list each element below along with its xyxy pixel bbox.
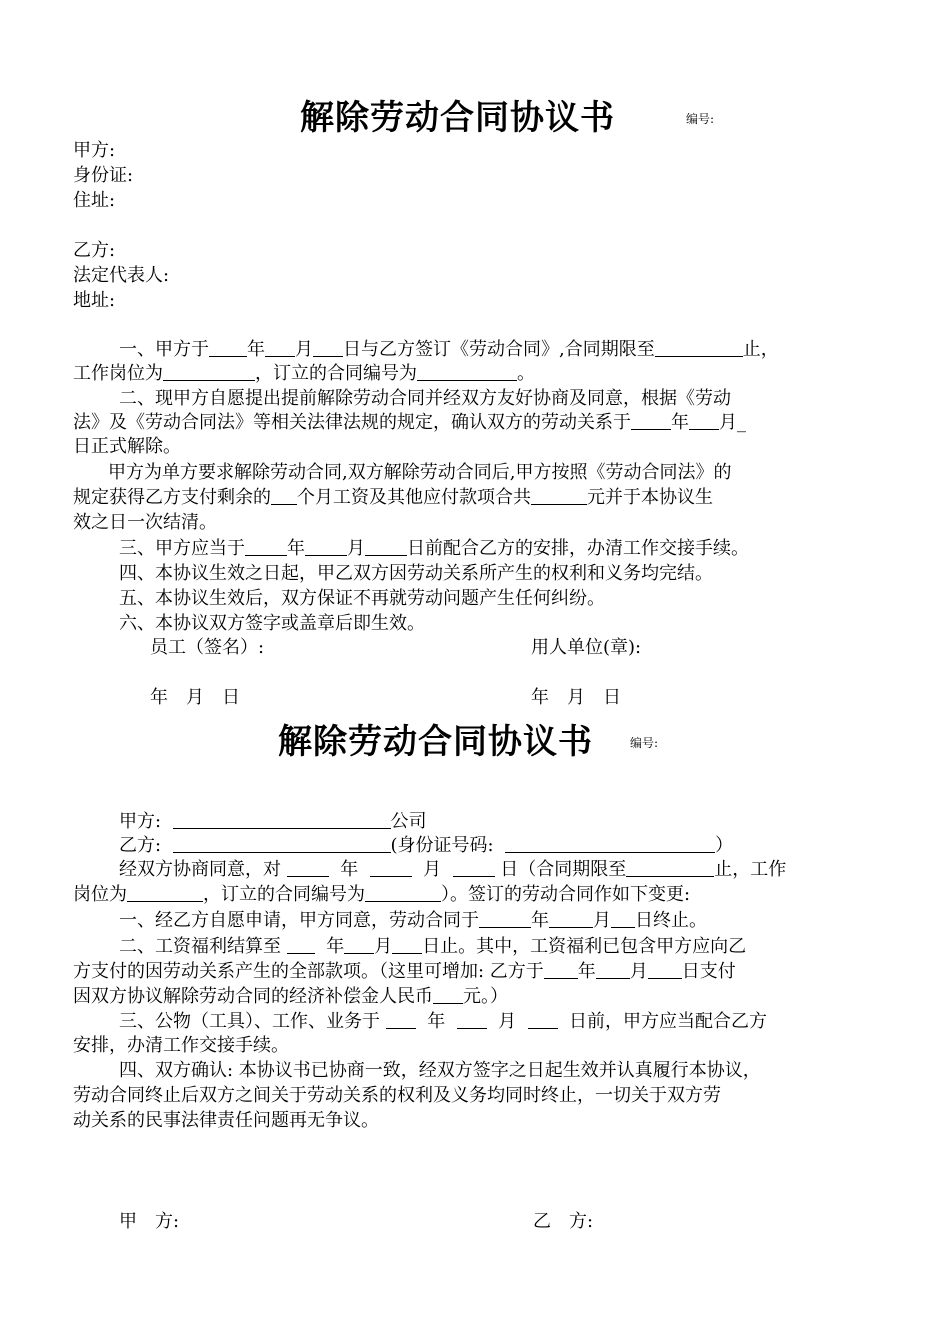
blank-field[interactable] (344, 935, 374, 954)
doc1-title: 解除劳动合同协议书 (300, 98, 615, 138)
blank-field[interactable] (531, 486, 587, 505)
doc1-clause2-line2 (73, 411, 746, 435)
blank-field[interactable] (370, 858, 412, 877)
doc2-clause2-text-d: 日止。其中，工资福利已包含甲方应向乙 (422, 936, 747, 957)
doc2-clause3-line2: 安排，办清工作交接手续。 (73, 1035, 289, 1056)
doc2-clause2-line1 (119, 935, 746, 959)
doc2-clause2-line3 (73, 985, 508, 1009)
doc2-clause3-text-d: 日前，甲方应当配合乙方 (569, 1011, 767, 1032)
blank-field[interactable] (209, 338, 247, 357)
blank-field[interactable] (689, 411, 719, 430)
doc2-intro-text-h: ）。签订的劳动合同作如下变更: (441, 884, 691, 905)
blank-field[interactable] (549, 909, 593, 928)
doc1-clause3-text-c: 月 (347, 538, 365, 559)
doc1-clause1-text-c: 月 (295, 339, 313, 360)
doc1-party-a-id-label: 身份证: (73, 165, 134, 186)
doc2-party-a (119, 810, 427, 834)
blank-field[interactable] (127, 883, 203, 902)
doc1-party-a-address-label: 住址: (73, 190, 116, 211)
doc1-employer-sign-label: 用人单位(章): (531, 637, 642, 658)
blank-field[interactable] (631, 411, 671, 430)
blank-field[interactable] (655, 338, 743, 357)
blank-field[interactable] (453, 858, 495, 877)
doc2-clause1-text-c: 月 (593, 910, 611, 931)
doc2-clause4-line1: 四、双方确认: 本协议书已协商一致，经双方签字之日起生效并认真履行本协议， (119, 1060, 761, 1081)
doc1-clause5: 五、本协议生效后，双方保证不再就劳动问题产生任何纠纷。 (119, 588, 605, 609)
doc1-clause1-text-a: 一、甲方于 (119, 339, 209, 360)
blank-field[interactable] (365, 537, 407, 556)
blank-field[interactable] (173, 810, 391, 829)
doc2-title: 解除劳动合同协议书 (278, 722, 593, 762)
doc2-party-b-id-label: (身份证号码: (390, 835, 494, 856)
doc1-clause1-text-e: 止， (742, 339, 779, 360)
doc2-sign-b: 乙 方: (533, 1211, 594, 1232)
doc2-intro-text-a: 经双方协商同意，对 (119, 859, 281, 880)
blank-field[interactable] (386, 1010, 416, 1029)
blank-field[interactable] (596, 960, 630, 979)
doc2-party-a-label: 甲方: (119, 811, 162, 832)
blank-field[interactable] (305, 537, 347, 556)
doc1-clause1-line2 (73, 362, 535, 386)
blank-field[interactable] (457, 1010, 487, 1029)
doc2-intro-text-d: 日（合同期限至 (500, 859, 627, 880)
blank-field[interactable] (626, 858, 714, 877)
doc2-clause2-text-b: 年 (326, 936, 345, 957)
doc1-party-b-label: 乙方: (73, 240, 116, 261)
doc2-clause4-line2: 劳动合同终止后双方之间关于劳动关系的权利及义务均同时终止，一切关于双方劳 (73, 1085, 721, 1106)
blank-field[interactable] (163, 362, 255, 381)
doc2-number-label: 编号: (630, 736, 659, 750)
doc1-party-b-rep-label: 法定代表人: (73, 265, 170, 286)
doc2-sign-a: 甲 方: (119, 1211, 180, 1232)
doc1-clause2-text-c: 月_ (719, 412, 746, 433)
doc2-intro-text-f: 岗位为 (73, 884, 127, 905)
doc1-clause2-text-b: 年 (671, 412, 689, 433)
doc1-clause3 (119, 537, 749, 561)
doc2-clause1-text-a: 一、经乙方自愿申请，甲方同意，劳动合同于 (119, 910, 479, 931)
doc1-clause6: 六、本协议双方签字或盖章后即生效。 (119, 613, 425, 634)
doc1-clause4: 四、本协议生效之日起，甲乙双方因劳动关系所产生的权利和义务均完结。 (119, 563, 713, 584)
doc2-intro-text-b: 年 (340, 859, 359, 880)
doc1-clause1-text-b: 年 (247, 339, 265, 360)
blank-field[interactable] (611, 909, 635, 928)
doc1-pay-text-b: 个月工资及其他应付款项合共 (297, 487, 531, 508)
doc1-party-a-label: 甲方: (73, 140, 116, 161)
doc2-clause1 (119, 909, 707, 933)
doc2-clause2-text-f: 年 (577, 961, 596, 982)
doc2-intro-line1 (119, 858, 786, 882)
doc2-party-b-id-close: ） (715, 835, 734, 856)
doc1-number-label: 编号: (686, 112, 715, 126)
doc1-date-right: 年 月 日 (531, 687, 621, 708)
doc1-clause1-text-h: 。 (517, 363, 535, 384)
doc1-clause3-text-b: 年 (287, 538, 305, 559)
doc2-clause1-text-b: 年 (531, 910, 549, 931)
doc2-clause2-text-a: 二、工资福利结算至 (119, 936, 281, 957)
doc1-pay-line1: 甲方为单方要求解除劳动合同,双方解除劳动合同后,甲方按照《劳动合同法》的 (108, 462, 732, 483)
blank-field[interactable] (271, 486, 297, 505)
blank-field[interactable] (648, 960, 682, 979)
doc2-clause2-text-h: 日支付 (681, 961, 736, 982)
blank-field[interactable] (417, 362, 517, 381)
blank-field[interactable] (433, 985, 463, 1004)
doc1-pay-text-a: 规定获得乙方支付剩余的 (73, 487, 271, 508)
doc1-clause2-text-a: 法》及《劳动合同法》等相关法律法规的规定，确认双方的劳动关系于 (73, 412, 631, 433)
doc1-pay-line3: 效之日一次结清。 (73, 512, 217, 533)
doc2-intro-text-g: ，订立的合同编号为 (203, 884, 365, 905)
doc2-clause2-text-i: 因双方协议解除劳动合同的经济补偿金人民币 (73, 986, 433, 1007)
doc1-pay-text-c: 元并于本协议生 (587, 487, 713, 508)
doc2-clause3-text-b: 年 (427, 1011, 446, 1032)
doc2-clause1-text-d: 日终止。 (635, 910, 707, 931)
blank-field[interactable] (392, 935, 422, 954)
doc2-party-b (119, 834, 733, 858)
blank-field[interactable] (287, 858, 329, 877)
blank-field[interactable] (287, 935, 315, 954)
doc1-clause1-line1 (119, 338, 779, 362)
blank-field[interactable] (173, 834, 391, 853)
doc2-clause2-line2 (73, 960, 736, 984)
doc1-clause2-line3: 日正式解除。 (73, 436, 181, 457)
doc2-intro-line2 (73, 883, 690, 907)
blank-field[interactable] (313, 338, 343, 357)
blank-field[interactable] (544, 960, 578, 979)
blank-field[interactable] (265, 338, 295, 357)
doc2-clause4-line3: 动关系的民事法律责任问题再无争议。 (73, 1110, 379, 1131)
blank-field[interactable] (365, 883, 441, 902)
doc2-clause2-text-c: 月 (374, 936, 393, 957)
doc2-party-b-label: 乙方: (119, 835, 162, 856)
doc2-clause3-line1 (119, 1010, 767, 1034)
doc2-clause3-text-a: 三、公物（工具）、工作、业务于 (119, 1011, 380, 1032)
blank-field[interactable] (479, 909, 531, 928)
doc2-clause2-text-e: 方支付的因劳动关系产生的全部款项。（这里可增加: 乙方于 (73, 961, 544, 982)
doc2-intro-text-e: 止，工作 (714, 859, 787, 880)
doc1-employee-sign-label: 员工（签名）: (150, 637, 265, 658)
doc1-party-b-address-label: 地址: (73, 290, 116, 311)
blank-field[interactable] (505, 834, 715, 853)
doc1-clause1-text-f: 工作岗位为 (73, 363, 163, 384)
doc1-clause1-text-d: 日与乙方签订《劳动合同》,合同期限至 (343, 339, 655, 360)
doc2-clause3-text-c: 月 (498, 1011, 517, 1032)
blank-field[interactable] (245, 537, 287, 556)
doc1-clause2-line1: 二、现甲方自愿提出提前解除劳动合同并经双方友好协商及同意，根据《劳动 (119, 388, 731, 409)
doc2-intro-text-c: 月 (423, 859, 442, 880)
doc2-party-a-suffix: 公司 (390, 811, 427, 832)
doc1-pay-line2 (73, 486, 713, 510)
doc2-clause2-text-g: 月 (629, 961, 648, 982)
blank-field[interactable] (528, 1010, 558, 1029)
doc2-clause2-text-j: 元。） (463, 986, 508, 1007)
doc1-clause1-text-g: ，订立的合同编号为 (255, 363, 417, 384)
doc1-date-left: 年 月 日 (150, 687, 240, 708)
doc1-clause3-text-a: 三、甲方应当于 (119, 538, 245, 559)
doc1-clause3-text-d: 日前配合乙方的安排，办清工作交接手续。 (407, 538, 749, 559)
